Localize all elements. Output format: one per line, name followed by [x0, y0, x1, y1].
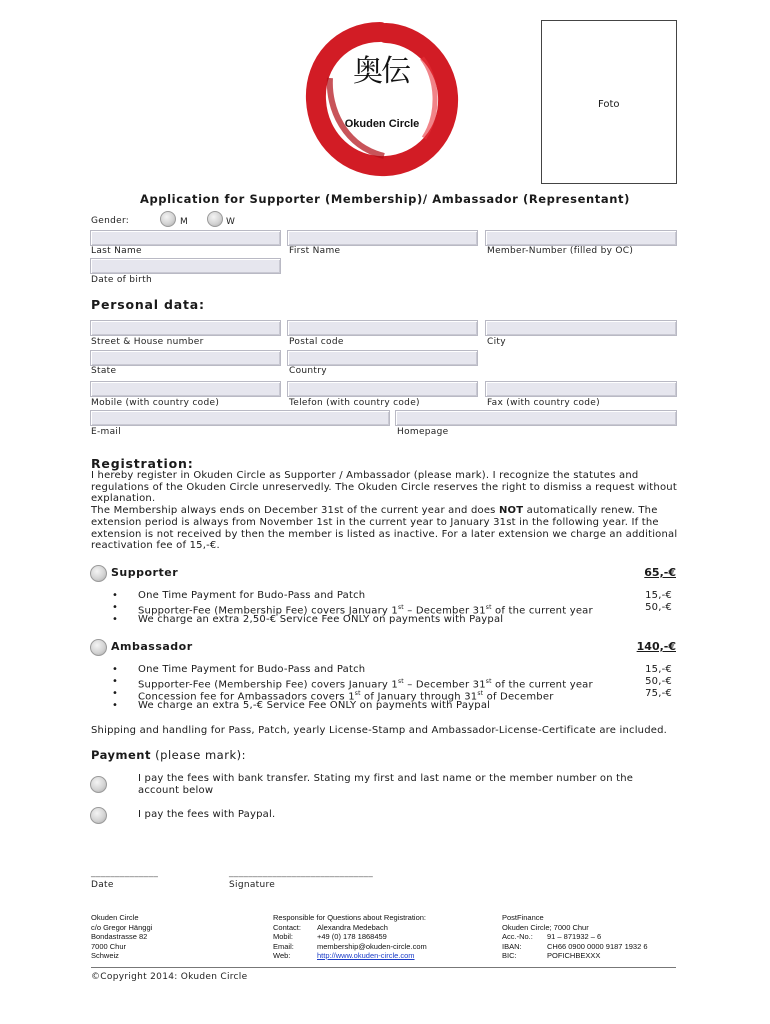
homepage-label: Homepage [397, 427, 449, 437]
country-label: Country [289, 366, 327, 376]
payment-heading: Payment (please mark): [91, 748, 246, 762]
enso-circle-icon [300, 18, 460, 178]
fax-label: Fax (with country code) [487, 398, 600, 408]
email-label: E-mail [91, 427, 122, 437]
photo-label: Foto [598, 99, 620, 110]
shipping-note: Shipping and handling for Pass, Patch, yearly License-Stamp and Ambassador-License-Certificate are included. [91, 725, 668, 736]
telefon-label: Telefon (with country code) [289, 398, 420, 408]
mobile-input[interactable] [90, 381, 281, 397]
price: 15,-€ [645, 664, 672, 675]
ambassador-label: Ambassador [111, 640, 193, 653]
date-label: Date [91, 880, 114, 890]
contact-email[interactable]: membership@okuden-circle.com [317, 941, 427, 951]
last-name-input[interactable] [90, 230, 281, 246]
state-input[interactable] [90, 350, 281, 366]
payment-paypal-text: I pay the fees with Paypal. [138, 809, 276, 820]
supporter-radio[interactable] [90, 565, 107, 582]
gender-m-radio[interactable] [160, 211, 176, 227]
ambassador-radio[interactable] [90, 639, 107, 656]
street-input[interactable] [90, 320, 281, 336]
supporter-total: 65,-€ [644, 566, 676, 579]
ambassador-total: 140,-€ [636, 640, 676, 653]
postal-input[interactable] [287, 320, 478, 336]
telefon-input[interactable] [287, 381, 478, 397]
registration-para-1: I hereby register in Okuden Circle as Supporter / Ambassador (please mark). I recognize the statutes and regulations of the Okuden Circle unreservedly. The Okuden Circle reserves the right to dismiss a request without explanation. [91, 470, 677, 505]
homepage-input[interactable] [395, 410, 677, 426]
logo-kanji: 奥伝 [353, 54, 409, 89]
dob-label: Date of birth [91, 275, 152, 285]
price: 50,-€ [645, 676, 672, 687]
okuden-logo [300, 18, 460, 178]
registration-text [91, 470, 681, 552]
registration-heading: Registration: [91, 456, 194, 471]
signature-line: ______________________________ [229, 868, 373, 878]
footer-divider [91, 967, 676, 968]
payment-paypal-radio[interactable] [90, 807, 107, 824]
gender-w-radio[interactable] [207, 211, 223, 227]
country-input[interactable] [287, 350, 478, 366]
gender-w-label: W [226, 217, 236, 227]
not-emphasis: NOT [498, 505, 524, 517]
postal-label: Postal code [289, 337, 344, 347]
footer-address: Okuden Circle c/o Gregor Hänggi Bondastrasse 82 7000 Chur Schweiz [91, 913, 153, 960]
footer-bank: PostFinance Okuden Circle; 7000 Chur Acc.-No.: 91 – 871932 – 6 IBAN: CH66 0900 0000 9187 1932 6 BIC: POFICHBEXXX [502, 913, 648, 960]
page-title: Application for Supporter (Membership)/ Ambassador (Representant) [139, 192, 631, 206]
date-line: ______________ [91, 868, 159, 878]
email-input[interactable] [90, 410, 390, 426]
city-label: City [487, 337, 506, 347]
website-link[interactable]: http://www.okuden-circle.com [317, 951, 415, 960]
photo-box [541, 20, 677, 184]
gender-m-label: M [180, 217, 189, 227]
first-name-label: First Name [289, 246, 341, 256]
supporter-label: Supporter [111, 566, 179, 579]
mobile-label: Mobile (with country code) [91, 398, 220, 408]
payment-bank-text: I pay the fees with bank transfer. Stating my first and last name or the member number on the account below [138, 773, 634, 796]
member-number-label: Member-Number (filled by OC) [487, 246, 634, 256]
personal-data-heading: Personal data: [91, 297, 205, 312]
registration-para-2: The Membership always ends on December 31st of the current year and does NOT automatically renew. The extension period is always from November 1st in the current year to January 31st in the following year. If the extension is not received by then the member is listed as inactive. For a later extension we charge an additional reactivation fee of 15,-€. [91, 505, 678, 552]
last-name-label: Last Name [91, 246, 142, 256]
logo-name: Okuden Circle [344, 118, 420, 130]
member-number-input[interactable] [485, 230, 677, 246]
footer-contact: Responsible for Questions about Registration: Contact: Alexandra Medebach Mobil: +49 (0) 178 1868459 Email: membership@okuden-circle.com Web: http://www.okuden-circle.com [273, 913, 427, 960]
copyright: ©Copyright 2014: Okuden Circle [91, 972, 248, 982]
payment-bank-radio[interactable] [90, 776, 107, 793]
price: 50,-€ [645, 602, 672, 613]
price: 75,-€ [645, 688, 672, 699]
price: 15,-€ [645, 590, 672, 601]
gender-label: Gender: [91, 216, 130, 226]
signature-label: Signature [229, 880, 276, 890]
city-input[interactable] [485, 320, 677, 336]
fax-input[interactable] [485, 381, 677, 397]
dob-input[interactable] [90, 258, 281, 274]
state-label: State [91, 366, 117, 376]
street-label: Street & House number [91, 337, 204, 347]
first-name-input[interactable] [287, 230, 478, 246]
